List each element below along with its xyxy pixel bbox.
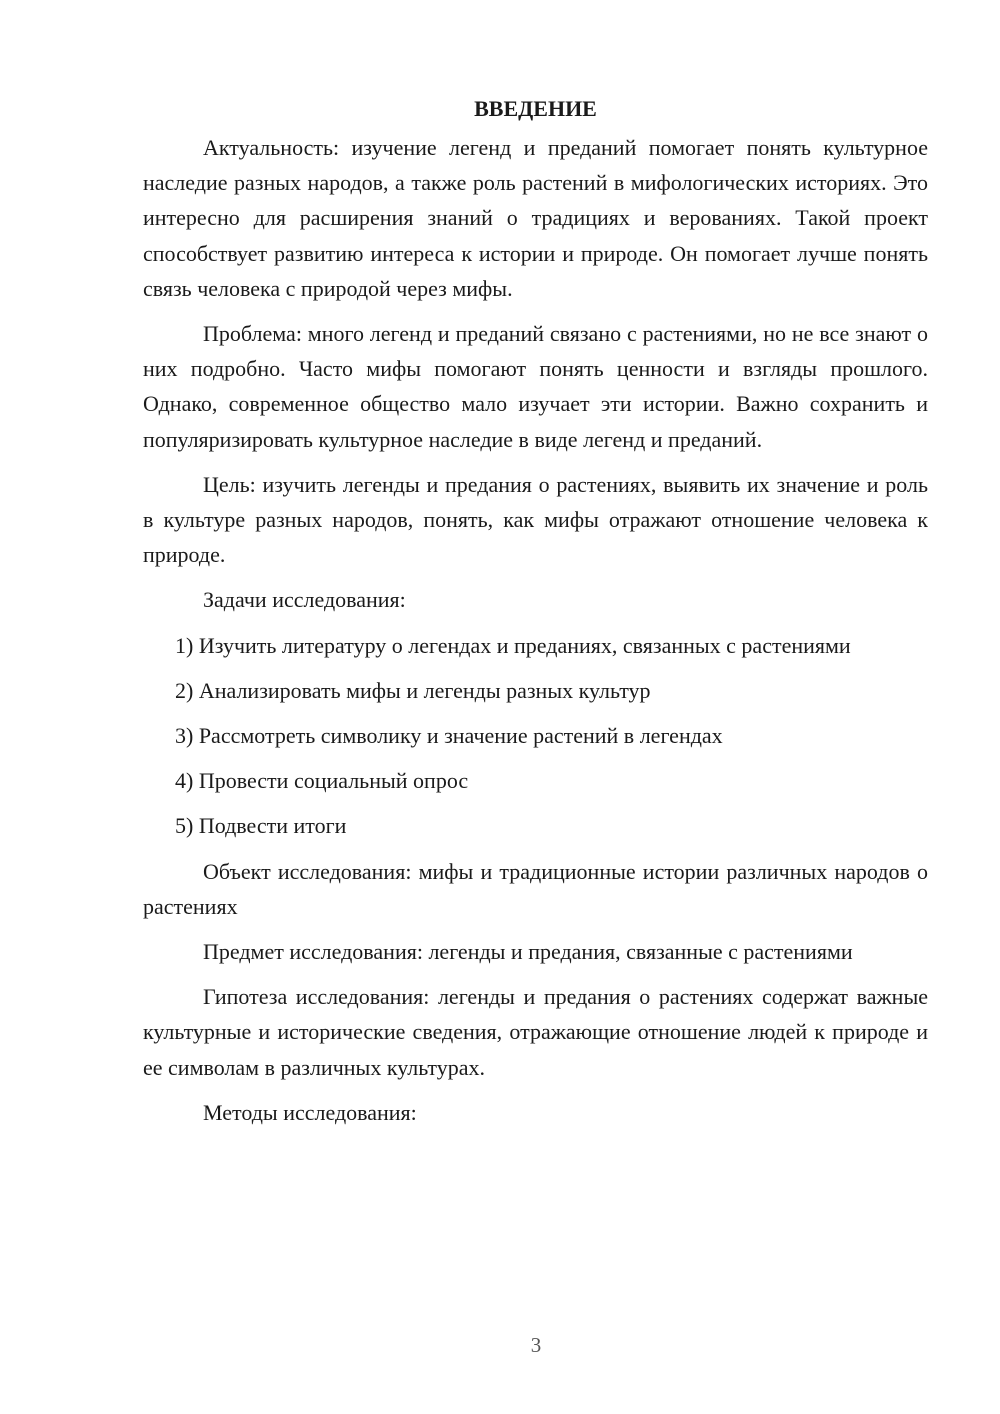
task-item-3: 3) Рассмотреть символику и значение растений в легендах (175, 723, 723, 749)
task-item-1: 1) Изучить литературу о легендах и преданиях, связанных с растениями (175, 632, 851, 658)
problem-paragraph: Проблема: много легенд и преданий связано с растениями, но не все знают о них подробно. Часто мифы помогают понять ценности и взгляды прошлого. Однако, современное общество мало изучает эти истории. Важно сохранить и популяризировать культурное наследие в виде легенд и преданий. (143, 321, 928, 452)
tasks-list (143, 628, 928, 844)
section-heading: ВВЕДЕНИЕ (474, 96, 597, 121)
page-number: 3 (530, 1333, 542, 1357)
goal-paragraph: Цель: изучить легенды и предания о растениях, выявить их значение и роль в культуре разных народов, понять, как мифы отражают отношение человека к природе. (143, 471, 928, 568)
object-paragraph: Объект исследования: мифы и традиционные истории различных народов о растениях (143, 858, 928, 919)
hypothesis-paragraph: Гипотеза исследования: легенды и предания о растениях содержат важные культурные и исторические сведения, отражающие отношение людей к природе и ее символам в различных культурах. (143, 984, 928, 1080)
task-item-2: 2) Анализировать мифы и легенды разных культур (175, 677, 651, 703)
task-item-4: 4) Провести социальный опрос (175, 768, 469, 794)
subject-paragraph: Предмет исследования: легенды и предания, связанные с растениями (203, 939, 853, 965)
task-item-5: 5) Подвести итоги (175, 813, 347, 839)
tasks-title: Задачи исследования: (203, 587, 406, 613)
relevance-paragraph: Актуальность: изучение легенд и преданий помогает понять культурное наследие разных народов, а также роль растений в мифологических историях. Это интересно для расширения знаний о традициях и верованиях. Такой проект способствует развитию интереса к истории и природе. Он помогает лучше понять связь человека с природой через мифы. (143, 135, 928, 301)
methods-title: Методы исследования: (203, 1099, 417, 1125)
document-page (143, 92, 928, 1140)
